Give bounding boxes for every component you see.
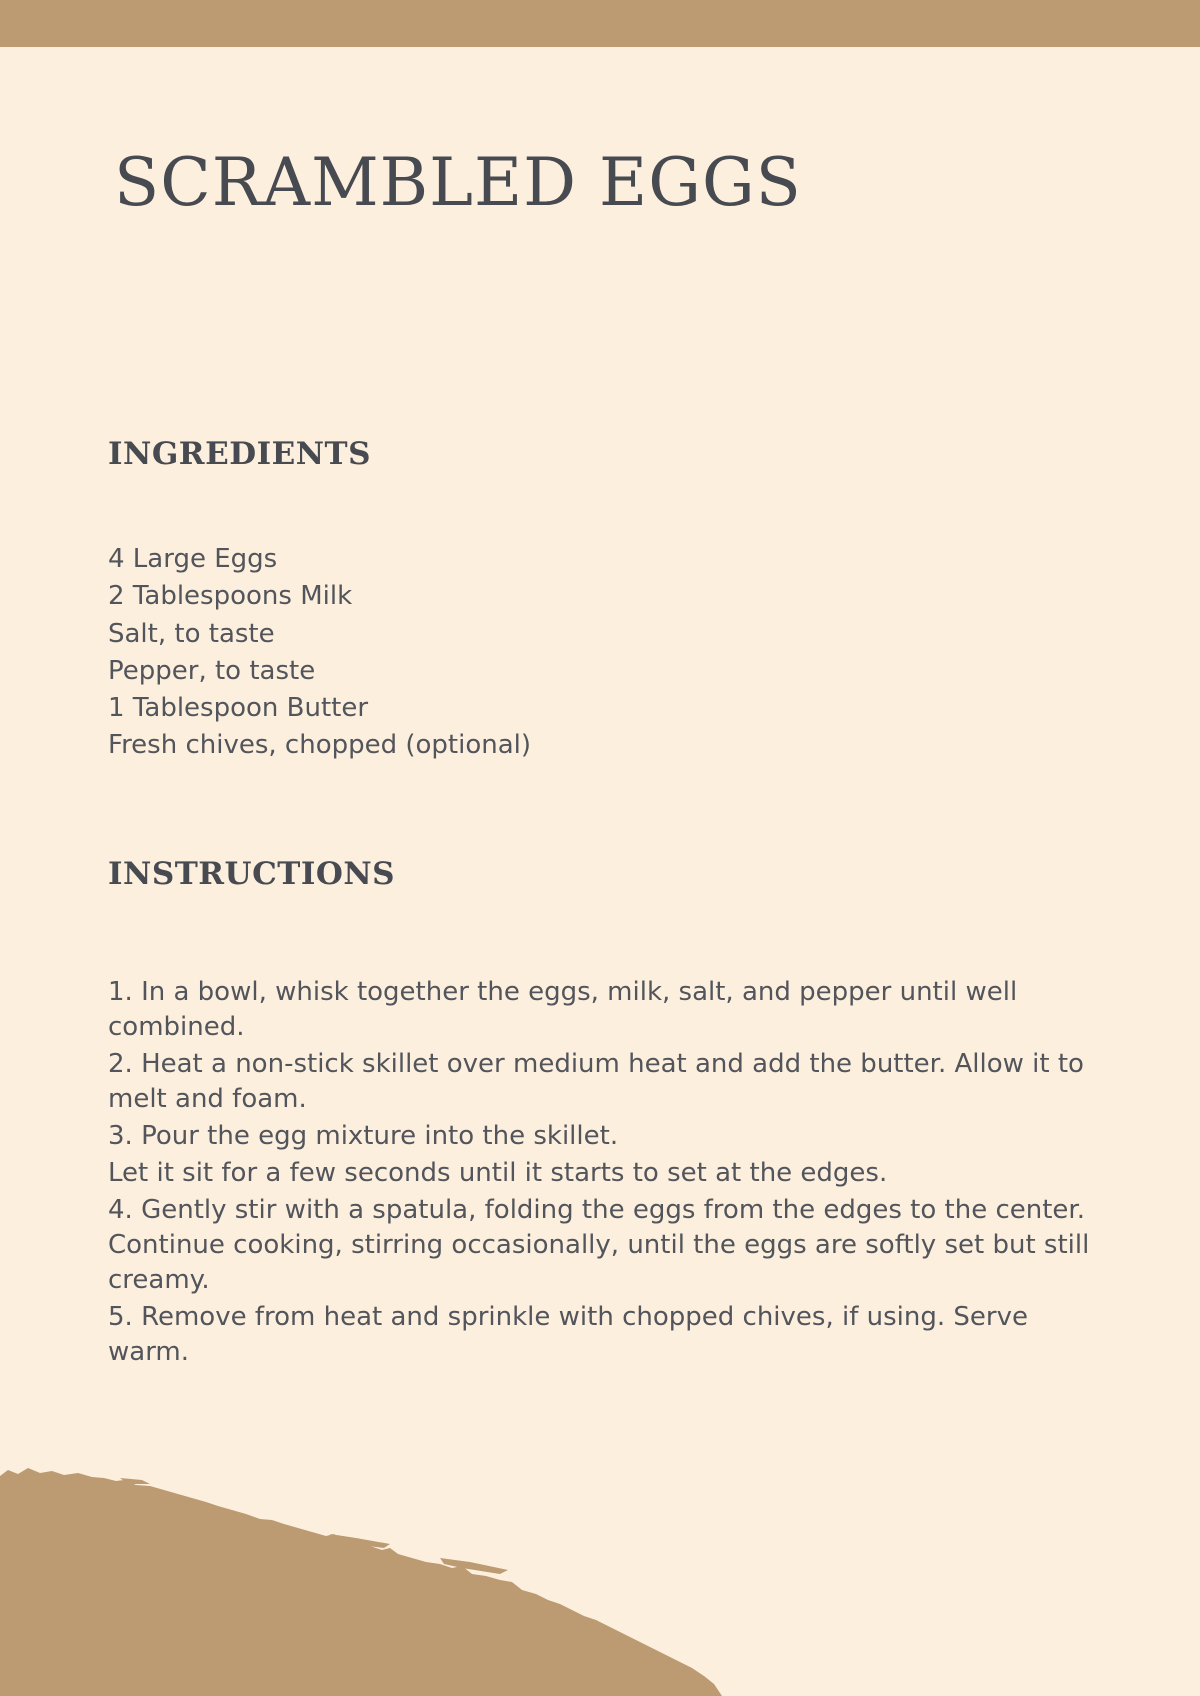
top-accent-band — [0, 0, 1200, 47]
ingredient-item: 1 Tablespoon Butter — [108, 693, 369, 724]
instruction-step: 4. Gently stir with a spatula, folding the eggs from the edges to the center. Continue cooking, stirring occasionally, until the eggs are softly set but still creamy. — [108, 1195, 1090, 1295]
ingredient-item: 4 Large Eggs — [108, 544, 278, 574]
instructions-heading: INSTRUCTIONS — [108, 856, 396, 892]
instruction-step: 3. Pour the egg mixture into the skillet. — [108, 1121, 619, 1151]
ingredients-list — [108, 541, 531, 765]
ingredient-item: Salt, to taste — [108, 618, 275, 649]
instruction-step: Let it sit for a few seconds until it starts to set at the edges. — [108, 1158, 888, 1188]
instruction-step: 5. Remove from heat and sprinkle with chopped chives, if using. Serve warm. — [108, 1302, 1028, 1367]
instruction-step: 1. In a bowl, whisk together the eggs, milk, salt, and pepper until well combined. — [108, 977, 1018, 1042]
recipe-title: SCRAMBLED EGGS — [114, 144, 802, 221]
instruction-step: 2. Heat a non-stick skillet over medium heat and add the butter. Allow it to melt and foam. — [108, 1049, 1084, 1114]
ingredient-item: Pepper, to taste — [108, 655, 316, 686]
brush-stroke-decoration — [0, 1440, 1200, 1696]
brush-stroke-shape — [0, 1468, 722, 1696]
ingredient-item: Fresh chives, chopped (optional) — [108, 730, 532, 761]
ingredients-heading: INGREDIENTS — [108, 436, 372, 472]
ingredient-item: 2 Tablespoons Milk — [108, 581, 353, 612]
instructions-list — [108, 975, 1113, 1372]
